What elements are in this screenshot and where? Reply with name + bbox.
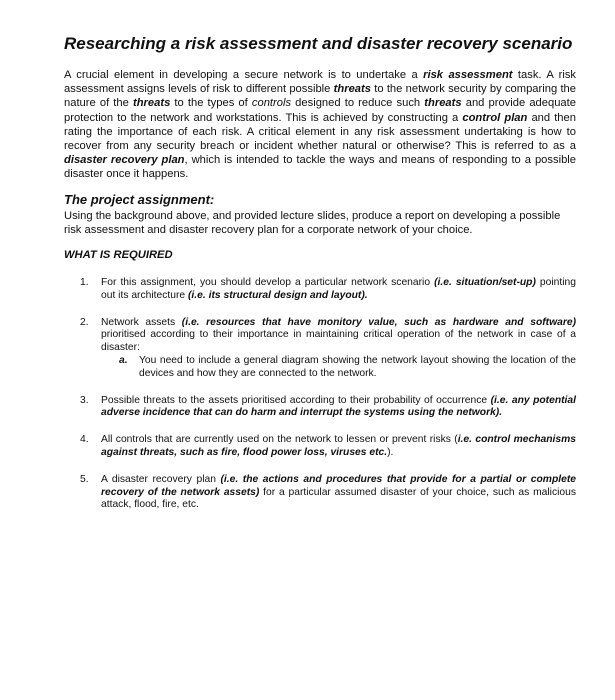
item-emphasis: (i.e. the actions and procedures that provide for a partial or complete recovery of the network assets) bbox=[101, 473, 576, 498]
intro-text: , which is intended to tackle the ways and means of responding to a possible disaster once it happens. bbox=[64, 154, 577, 181]
item-plain: Network assets bbox=[101, 316, 182, 328]
item-plain: Possible threats to the assets prioritised according to their probability of occurrence bbox=[101, 394, 491, 406]
item-plain: All controls that are currently used on the network to lessen or prevent risks ( bbox=[101, 434, 458, 446]
assignment-heading: The project assignment: bbox=[64, 192, 215, 207]
intro-emphasis: threats bbox=[333, 83, 371, 96]
intro-text: A crucial element in developing a secure network is to undertake a bbox=[64, 69, 424, 81]
sub-item bbox=[119, 355, 576, 381]
intro-emphasis: control plan bbox=[462, 111, 528, 124]
intro-text: and provide adequate protection to the network and workstations. This is achieved by constructing a bbox=[64, 97, 576, 124]
intro-text: designed to reduce such bbox=[291, 97, 425, 110]
list-item bbox=[80, 474, 576, 512]
item-number: 4. bbox=[80, 434, 89, 446]
list-item bbox=[80, 395, 576, 421]
item-number: 5. bbox=[80, 473, 89, 485]
item-emphasis: i.e. control mechanisms against threats, such as fire, flood power loss, viruses etc. bbox=[101, 434, 576, 458]
sub-item-letter: a. bbox=[119, 354, 128, 366]
intro-text: to the network security by comparing the nature of the bbox=[64, 83, 576, 110]
intro-italic: controls bbox=[251, 97, 292, 110]
item-plain: ). bbox=[387, 446, 394, 458]
item-number: 2. bbox=[80, 316, 89, 328]
item-number: 1. bbox=[80, 277, 89, 288]
list-item bbox=[80, 317, 576, 381]
intro-emphasis: risk assessment bbox=[423, 69, 513, 81]
intro-text: and then rating the importance of each risk. A critical element in any risk assessment undertaking is how to recover from any security breach or incident whether natural or otherwise? This is referred to as a bbox=[64, 111, 576, 153]
item-plain: For this assignment, you should develop a particular network scenario bbox=[101, 277, 435, 288]
requirements-list bbox=[80, 277, 576, 526]
intro-paragraph bbox=[64, 68, 576, 182]
assignment-body: Using the background above, and provided lecture slides, produce a report on developing a possible risk assessment and disaster recovery plan for a corporate network of your choice. bbox=[64, 210, 561, 236]
list-item bbox=[80, 277, 576, 303]
item-plain: pointing out its architecture bbox=[101, 277, 576, 301]
intro-text: task. A risk assessment assigns levels of risk to different possible bbox=[64, 69, 577, 96]
sub-item-text: You need to include a general diagram showing the network layout showing the location of the devices and how they are connected to the network. bbox=[139, 354, 576, 379]
item-number: 3. bbox=[80, 394, 89, 406]
requirements-heading: WHAT IS REQUIRED bbox=[64, 249, 173, 261]
item-emphasis: (i.e. its structural design and layout). bbox=[188, 289, 368, 301]
intro-text: to the types of bbox=[170, 97, 252, 110]
item-text bbox=[101, 277, 576, 303]
item-plain: prioritised according to their importance in maintaining critical operation of the network in case of a disaster: bbox=[101, 329, 576, 354]
item-plain: A disaster recovery plan bbox=[101, 473, 221, 485]
page-title: Researching a risk assessment and disaster recovery scenario bbox=[64, 34, 573, 53]
item-emphasis: (i.e. resources that have monitory value, such as hardware and software) bbox=[181, 316, 576, 328]
item-plain: for a particular assumed disaster of your choice, such as malicious attack, flood, fire, etc. bbox=[101, 486, 576, 511]
list-item bbox=[80, 434, 576, 460]
item-text bbox=[101, 474, 576, 512]
intro-emphasis: disaster recovery plan bbox=[64, 154, 185, 167]
item-emphasis: (i.e. any potential adverse incidence that can do harm and interrupt the systems using the network). bbox=[101, 394, 577, 419]
item-text bbox=[101, 395, 576, 421]
item-emphasis: (i.e. situation/set-up) bbox=[434, 277, 536, 288]
intro-emphasis: threats bbox=[424, 97, 462, 110]
item-text bbox=[101, 317, 576, 381]
item-text bbox=[101, 434, 576, 460]
intro-emphasis: threats bbox=[132, 97, 171, 110]
